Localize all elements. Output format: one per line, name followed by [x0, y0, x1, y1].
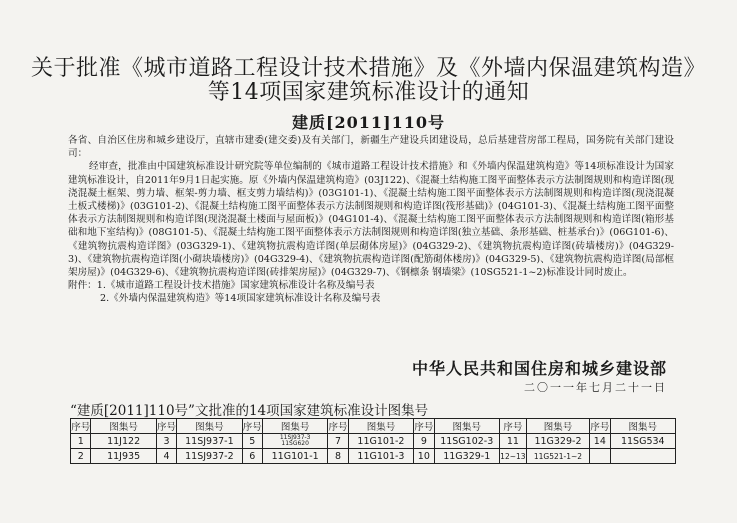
cell-no: 14	[590, 434, 610, 449]
table-header-row	[71, 419, 676, 434]
cell-no: 5	[242, 434, 262, 449]
table-row	[71, 434, 676, 449]
issuing-authority: 中华人民共和国住房和城乡建设部	[411, 359, 667, 378]
cell-empty	[590, 449, 610, 464]
header-code: 图集号	[91, 419, 156, 434]
header-no: 序号	[499, 419, 526, 434]
notice-title-line1: 关于批准《城市道路工程设计技术措施》及《外墙内保温建筑构造》	[30, 56, 706, 81]
header-code: 图集号	[348, 419, 413, 434]
header-no: 序号	[71, 419, 91, 434]
cell-code-top: 11SJ937-3	[279, 433, 311, 441]
cell-empty	[610, 449, 675, 464]
header-code: 图集号	[434, 419, 499, 434]
cell-code: 11SJ937-2	[177, 449, 242, 464]
cell-code: 11J935	[91, 449, 156, 464]
addressee: 各省、自治区住房和城乡建设厅，直辖市建委(建交委)及有关部门，新疆生产建设兵团建设局，总后基建营房部工程局，国务院有关部门建设司：	[68, 135, 674, 160]
notice-body	[68, 134, 674, 306]
cell-code: 11SG102-3	[434, 434, 499, 449]
cell-no: 11	[499, 434, 526, 449]
table-caption: “建质[2011]110号”文批准的14项国家建筑标准设计图集号	[70, 403, 429, 419]
header-no: 序号	[590, 419, 610, 434]
header-code: 图集号	[526, 419, 589, 434]
cell-no: 12~13	[499, 449, 526, 464]
cell-no: 1	[71, 434, 91, 449]
cell-no: 7	[328, 434, 348, 449]
cell-no: 6	[242, 449, 262, 464]
cell-no: 10	[414, 449, 434, 464]
header-code: 图集号	[177, 419, 242, 434]
cell-code: 11SG534	[610, 434, 675, 449]
cell-code: 11G101-3	[348, 449, 413, 464]
cell-code: 11G329-2	[526, 434, 589, 449]
cell-code: 11J122	[91, 434, 156, 449]
header-no: 序号	[328, 419, 348, 434]
attachment-1: 附件：1.《城市道路工程设计技术措施》国家建筑标准设计名称及编号表	[68, 280, 375, 292]
header-no: 序号	[242, 419, 262, 434]
cell-no: 3	[156, 434, 176, 449]
cell-no: 8	[328, 449, 348, 464]
header-code: 图集号	[263, 419, 328, 434]
cell-no: 2	[71, 449, 91, 464]
cell-code: 11G329-1	[434, 449, 499, 464]
body-paragraph: 经审查，批准由中国建筑标准设计研究院等单位编制的《城市道路工程设计技术措施》和《外墙内保温建筑构造》等14项标准设计为国家建筑标准设计，自2011年9月1日起实施。原《外墙内保温建筑构造》(03J122)、《混凝土结构施工图平面整体表示方法制图规则和构造详图(现浇混凝土框架、剪力墙、框架-剪力墙、框支剪力墙结构)》(03G101-1)、《混凝土结构施工图平面整体表示方法制图规则和构造详图(现浇混凝土板式楼梯)》(03G101-2)、《混凝土结构施工图平面整体表示方法制图规则和构造详图(筏形基础)》(04G101-3)、《混凝土结构施工图平面整体表示方法制图规则和构造详图(现浇混凝土楼面与屋面板)》(04G101-4)、《混凝土结构施工图平面整体表示方法制图规则和构造详图(箱形基础和地下室结构)》(08G101-5)、《混凝土结构施工图平面整体表示方法制图规则和构造详图(独立基础、条形基础、桩基承台)》(06G101-6)、《建筑物抗震构造详图》(03G329-1)、《建筑物抗震构造详图(单层砌体房屋)》(04G329-2)、《建筑物抗震构造详图(砖墙楼房)》(04G329-3)、《建筑物抗震构造详图(小砌块墙楼房)》(04G329-4)、《建筑物抗震构造详图(配筋砌体楼房)》(04G329-5)、《建筑物抗震构造详图(局部框架房屋)》(04G329-6)、《建筑物抗震构造详图(砖排架房屋)》(04G329-7)、《钢檩条 钢墙梁》(10SG521-1~2)标准设计同时废止。	[68, 161, 674, 279]
document-number: 建质[2011]110号	[291, 113, 446, 132]
notice-title-line2: 等14项国家建筑标准设计的通知	[207, 80, 530, 105]
header-no: 序号	[156, 419, 176, 434]
cell-code: 11G101-1	[263, 449, 328, 464]
cell-code: 11G101-2	[348, 434, 413, 449]
cell-code: 11SJ937-1	[177, 434, 242, 449]
issue-date: 二〇一一年七月二十一日	[524, 381, 667, 394]
cell-code: 11G521-1~2	[526, 449, 589, 464]
cell-code	[263, 434, 328, 449]
header-no: 序号	[414, 419, 434, 434]
attachment-2: 2.《外墙内保温建筑构造》等14项国家建筑标准设计名称及编号表	[100, 293, 381, 305]
atlas-number-table	[70, 418, 676, 464]
cell-code-bottom: 11SG620	[281, 440, 309, 447]
header-code: 图集号	[610, 419, 675, 434]
cell-no: 9	[414, 434, 434, 449]
cell-no: 4	[156, 449, 176, 464]
table-row	[71, 449, 676, 464]
